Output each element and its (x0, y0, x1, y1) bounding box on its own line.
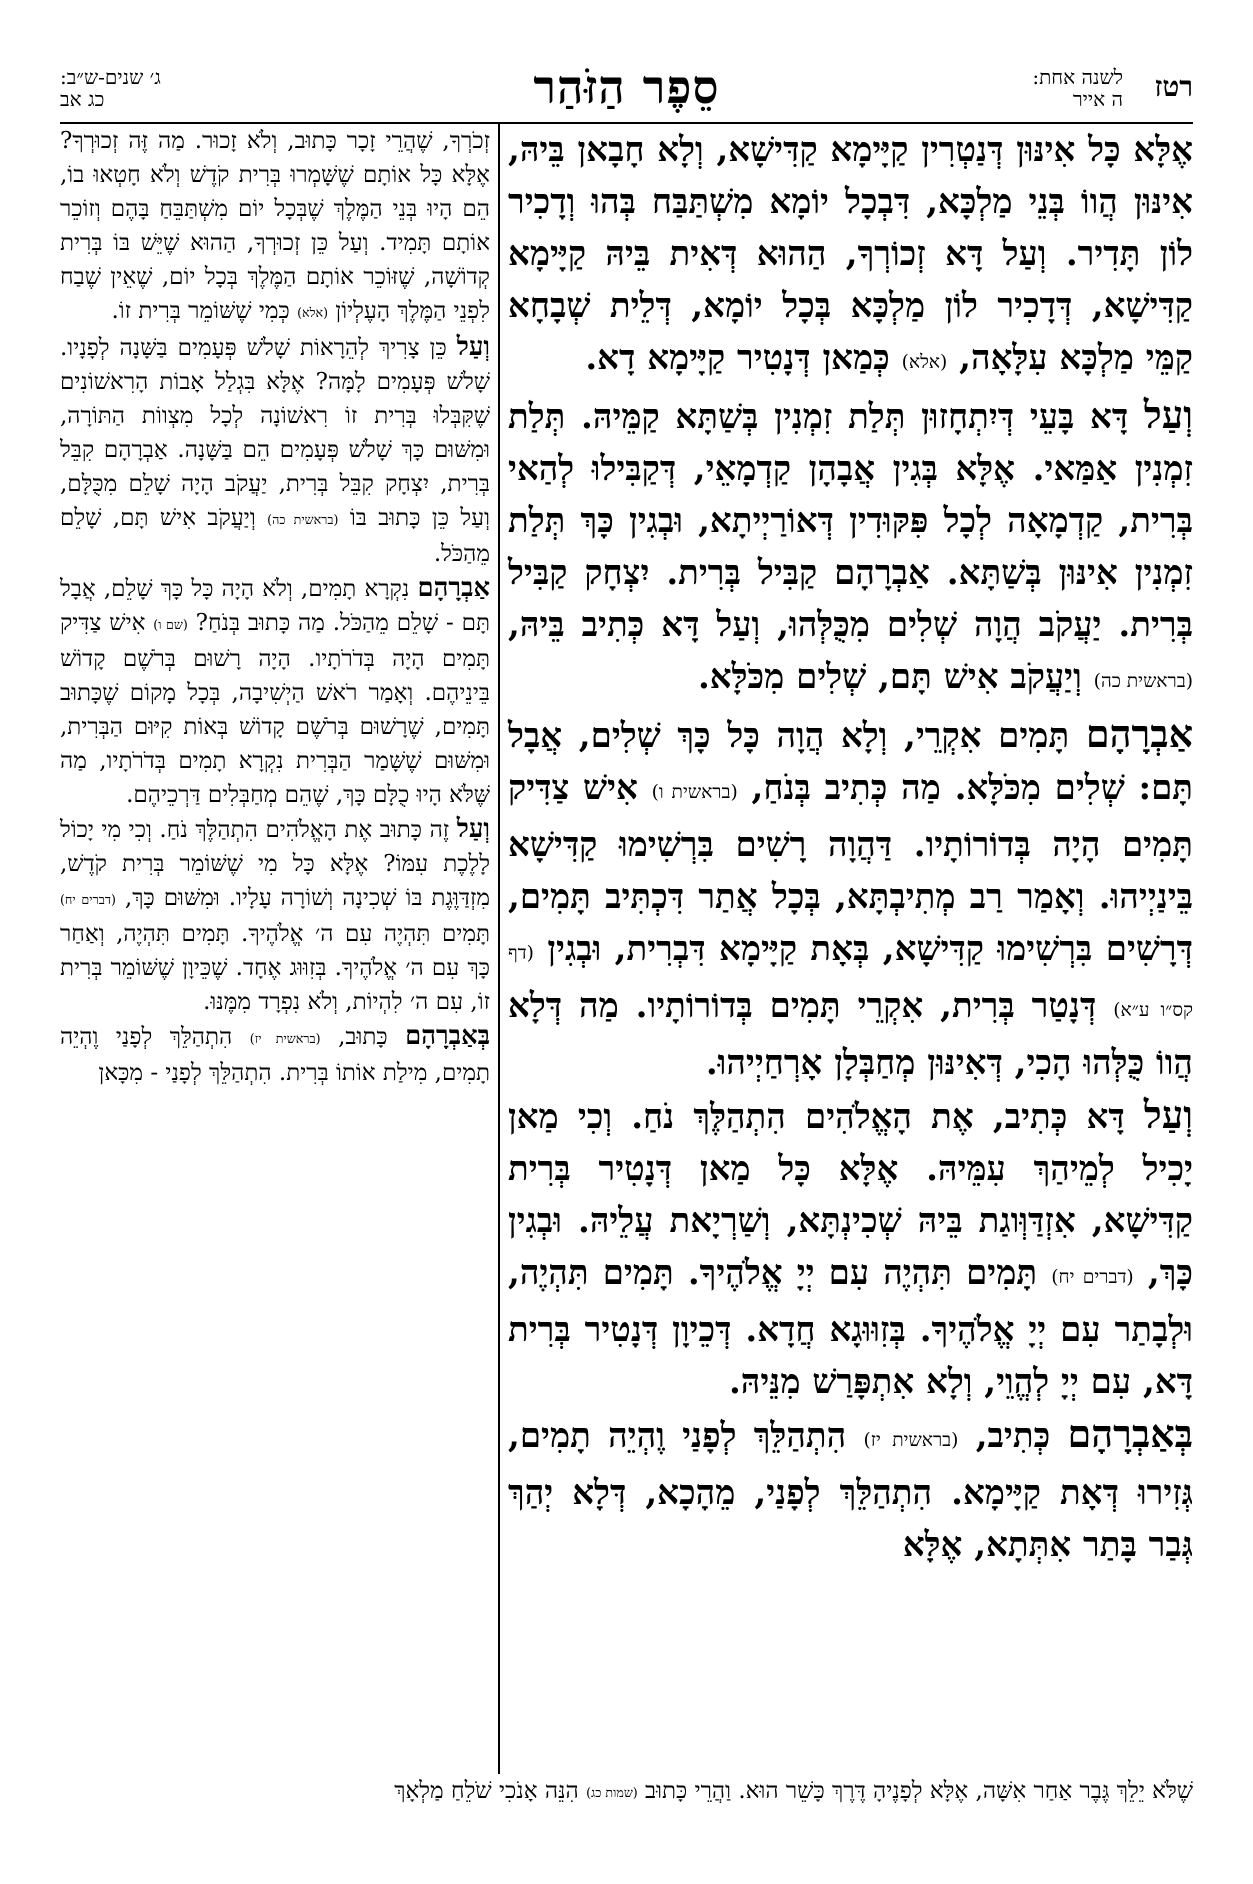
main-p5-end: הִתְהַלֵּךְ לְפָנַי וֶהְיֵה תָמִים, גְּזִירוּ דְּאָת קַיָּימָא. הִתְהַלֵּךְ לְפָנַי, מֵהָכָא, דְּלָא יְהַךְ גְּבַר בָּתַר אִתְּתָא, אֶלָּא (508, 1416, 1193, 1565)
main-p2-ref: (בראשית כה) (1093, 671, 1193, 692)
main-p5-text: כְּתִיב, (975, 1416, 1051, 1456)
side-s1-text: זְכֹרְךָ, שֶׁהֲרֵי זָכָר כָּתוּב, וְלֹא זָכוּר. מַה זֶּה זְכוּרְךָ? אֶלָּא כָּל אוֹתָם שֶׁשָּׁמְרוּ בְּרִית קֹדֶשׁ וְלֹא חָטְאוּ בוֹ, הֵם הָיוּ בְּנֵי הַמֶּלֶךְ שֶׁבְּכָל יוֹם מִשְׁתַּבֵּחַ בָּהֶם וְזוֹכֵר אוֹתָם תָּמִיד. וְעַל כֵּן זְכוּרְךָ, הַהוּא שֶׁיֵּשׁ בּוֹ בְּרִית קְדוֹשָׁה, שֶׁזּוֹכֵר אוֹתָם הַמֶּלֶךְ בְּכָל יוֹם, שֶׁאֵין שֶׁבַח לִפְנֵי הַמֶּלֶךְ הָעֶלְיוֹן (60, 128, 490, 324)
main-paragraph-5 (508, 1408, 1193, 1571)
schedule-right-line1: לשנה אחת: (1032, 65, 1123, 89)
side-paragraph-1 (60, 124, 490, 330)
main-p4-end: תָּמִים תִּהְיֶה עִם יְיָ אֱלֹהֶיךָ. תָּמִים תִּהְיֶה, וּלְבָתַר עִם יְיָ אֱלֹהֶיךָ. בְּזִוּוּגָא חֲדָא. דְּכֵיוָן דְּנָטִיר בְּרִית דָּא, עִם יְיָ לְהֱוֵי, וְלָא אִתְפָּרַשׁ מִנֵּיהּ. (508, 1253, 1193, 1402)
schedule-right-line2: ה אייר (1072, 87, 1123, 111)
bottom-text: שֶׁלֹּא יֵלֵךְ גֶּבֶר אַחַר אִשָּׁה, אֶלָּא לְפָנֶיהָ דֶּרֶךְ כָּשֵׁר הוּא. וַהֲרֵי כָּתוּב (645, 1778, 1193, 1804)
main-p5-lead: בְּאַבְרָהָם (1067, 1411, 1193, 1456)
main-p3-text: תָּמִים אִקְרֵי, וְלָא הֲוָה כָּל כָּךְ שְׁלִים, אֲבָל תָּם: שְׁלִים מִכֹּלָּא. מַה כְּתִיב בְּנֹחַ, (508, 716, 1194, 808)
side-paragraph-5 (60, 1019, 490, 1090)
main-p1-ref: (אלא) (901, 352, 948, 373)
main-p1-end: כְּמַאן דְּנָטִיר קַיָּימָא דָא. (585, 338, 890, 378)
side-paragraph-2 (60, 330, 490, 571)
main-p3-text-b: אִישׁ צַדִּיק תָּמִים הָיָה בְּדוֹרוֹתָיו. דַּהֲוָה רָשִׁים בִּרְשִׁימוּ קַדִּישָׁא בֵּינַיְיהוּ. וְאָמַר רַב מְתִיבְתָּא, בְּכָל אֲתַר דִּכְתִּיב תָּמִים, דְּרָשִׁים בִּרְשִׁימוּ קַדִּישָׁא, בְּאָת קַיָּימָא דִּבְרִית, וּבְגִין (508, 768, 1193, 969)
main-paragraph-2 (508, 389, 1193, 708)
side-paragraph-3 (60, 571, 490, 812)
main-paragraph-3 (508, 708, 1193, 1089)
main-paragraph-1 (508, 124, 1193, 389)
main-p2-text: דָּא בָּעֵי דְּיִתְחָזוּן תְּלַת זִמְנִין בְּשַׁתָּא קַמֵּיהּ. תְּלַת זִמְנִין אַמַּאי. אֶלָּא בְּגִין אֲבָהָן קַדְמָאֵי, דְּקַבִּילוּ לְהַאי בְּרִית, קַדְמָאָה לְכָל פִּקּוּדִין דְּאוֹרַיְיתָא, וּבְגִין כָּךְ תְּלַת זִמְנִין אִינּוּן בְּשַׁתָּא. אַבְרָהָם קַבִּיל בְּרִית. יִצְחָק קַבִּיל בְּרִית. יַעֲקֹב הֲוָה שְׁלִים מִכֻּלְּהוּ, וְעַל דָּא כְּתִיב בֵּיהּ, (508, 397, 1193, 645)
page-number: רטז (1154, 70, 1193, 103)
schedule-left-line2: כג אב (60, 87, 105, 111)
side-s5-text: כָּתוּב, (338, 1024, 388, 1050)
main-p4-ref: (דברים יח) (1051, 1267, 1134, 1288)
side-s2-ref: (בראשית כה) (267, 512, 339, 527)
side-s3-lead: אַבְרָהָם (417, 573, 491, 603)
side-s4-ref: (דברים יח) (60, 892, 116, 907)
main-p3-end: דְּנָטַר בְּרִית, אִקְרֵי תָּמִים בְּדוֹרוֹתָיו. מַה דְּלָא הֲווֹ כֻּלְּהוּ הָכִי, דְּאִינּוּן מְחַבְּלָן אָרְחַיְיהוּ. (508, 986, 1193, 1083)
side-s4-text: זֶה כָּתוּב אֶת הָאֱלֹהִים הִתְהַלֶּךְ נֹחַ. וְכִי מִי יָכוֹל לָלֶכֶת עִמּוֹ? אֶלָּא כָּל מִי שֶׁשּׁוֹמֵר בְּרִית קֹדֶשׁ, מִזְדַּוֶּגֶת בּוֹ שְׁכִינָה וְשׁוֹרָה עָלָיו. וּמִשּׁוּם כָּךְ, (60, 817, 491, 911)
hebrew-translation-column (60, 124, 490, 1774)
main-p2-lead: וְעַל (1143, 392, 1193, 437)
side-s4-lead: וְעַל (456, 814, 490, 844)
main-p2-end: וְיַעֲקֹב אִישׁ תָּם, שְׁלִים מִכֹּלָּא. (697, 657, 1082, 697)
main-p1-text: אֶלָּא כָּל אִינּוּן דְּנַטְרִין קַיָּימָא קַדִּישָׁא, וְלָא חָבָאן בֵּיהּ, אִינּוּן הֲווֹ בְּנֵי מַלְכָּא, דִּבְכָל יוֹמָא מִשְׁתַּבַּח בְּהוּ וְדָכִיר לוֹן תָּדִיר. וְעַל דָּא זְכוֹרְךָ, הַהוּא דְּאִית בֵּיהּ קַיָּימָא קַדִּישָׁא, דְּדָכִיר לוֹן מַלְכָּא בְּכָל יוֹמָא, דְּלֵית שְׁבָחָא קַמֵּי מַלְכָּא עִלָּאָה, (508, 130, 1193, 378)
bottom-end: הִנֵּה אָנֹכִי שֹׁלֵחַ מַלְאָךְ (394, 1778, 579, 1804)
side-s4-end: תָּמִים תִּהְיֶה עִם ה׳ אֱלֹהֶיךָ. תָּמִים תִּהְיֶה, וְאַחַר כָּךְ עִם ה׳ אֱלֹהֶיךָ. בְּזִוּוּג אֶחָד. שֶׁכֵּיוָן שֶׁשּׁוֹמֵר בְּרִית זוֹ, עִם ה׳ לִהְיוֹת, וְלֹא נִפְרָד מִמֶּנּוּ. (60, 921, 490, 1015)
reading-schedule-left (60, 66, 161, 110)
side-s2-lead: וְעַל (456, 332, 490, 362)
side-s2-text: כֵּן צָרִיךְ לְהֵרָאוֹת שָׁלֹשׁ פְּעָמִים בַּשָּׁנָה לְפָנָיו. שָׁלֹשׁ פְּעָמִים לָמָּה? אֶלָּא בִּגְלַל אָבוֹת הָרִאשׁוֹנִים שֶׁקִּבְּלוּ בְּרִית זוֹ רִאשׁוֹנָה לְכָל מִצְווֹת הַתּוֹרָה, וּמִשּׁוּם כָּךְ שָׁלֹשׁ פְּעָמִים הֵם בַּשָּׁנָה. אַבְרָהָם קִבֵּל בְּרִית, יִצְחָק קִבֵּל בְּרִית, יַעֲקֹב הָיָה שָׁלֵם מִכֻּלָּם, וְעַל כֵּן כָּתוּב בּוֹ (60, 335, 490, 531)
main-p3-ref2: (דף קס״ו ע״א) (508, 943, 1193, 1021)
side-s2-end: וְיַעֲקֹב אִישׁ תָּם, שָׁלֵם מֵהַכֹּל. (60, 505, 490, 567)
main-p5-ref: (בראשית יז) (863, 1430, 959, 1451)
main-p3-ref1: (בראשית ו) (651, 782, 738, 803)
side-s5-end: הִתְהַלֵּךְ לְפָנַי וֶהְיֵה תָמִים, מִילַת אוֹתוֹ בְּרִית. הִתְהַלֵּךְ לְפָנַי - מִכָּאן (60, 1024, 490, 1086)
side-paragraph-4 (60, 812, 490, 1019)
side-s5-lead: בְּאַבְרָהָם (405, 1021, 491, 1051)
page-title: סֵפֶר הַזֹּהַר (533, 60, 720, 114)
side-s1-ref: (אלא) (297, 305, 329, 320)
side-s3-text-b: אִישׁ צַדִּיק תָּמִים הָיָה בְּדֹרֹתָיו. הָיָה רָשׁוּם בְּרֹשֶׁם קָדוֹשׁ בֵּינֵיהֶם. וְאָמַר רֹאשׁ הַיְשִׁיבָה, בְּכָל מָקוֹם שֶׁכָּתוּב תָּמִים, שֶׁרָשׁוּם בְּרֹשֶׁם קָדוֹשׁ בְּאוֹת קִיּוּם הַבְּרִית, וּמִשּׁוּם שֶׁשָּׁמַר הַבְּרִית נִקְרָא תָמִים בְּדֹרֹתָיו, מַה שֶּׁלֹּא הָיוּ כֻלָּם כָּךְ, שֶׁהֵם מְחַבְּלִים דַּרְכֵיהֶם. (60, 610, 490, 808)
bottom-ref: (שמות כג) (586, 1785, 638, 1800)
main-p4-text: דָּא כְּתִיב, אֶת הָאֱלֹהִים הִתְהַלֶּךְ נֹחַ. וְכִי מַאן יָכִיל לְמֵיהַךְ עִמֵּיהּ. אֶלָּא כָּל מַאן דְּנָטִיר בְּרִית קַדִּישָׁא, אִזְדַּוְּוגַת בֵּיהּ שְׁכִינְתָּא, וְשַׁרְיָאת עֲלֵיהּ. וּבְגִין כָּךְ, (508, 1097, 1194, 1293)
side-s3-text: נִקְרָא תָמִים, וְלֹא הָיָה כָּל כָּךְ שָׁלֵם, אֲבָל תָּם - שָׁלֵם מֵהַכֹּל. מַה כָּתוּב בְּנֹחַ? (60, 576, 490, 636)
column-divider (498, 124, 500, 1774)
side-s3-ref1: (שם ו) (153, 617, 188, 632)
side-s5-ref: (בראשית יז) (249, 1031, 321, 1046)
aramaic-main-column (508, 124, 1193, 1774)
bottom-continuation-line (60, 1774, 1193, 1810)
page-header (60, 60, 1193, 124)
main-paragraph-4 (508, 1089, 1193, 1408)
main-p3-lead: אַבְרָהָם (1085, 711, 1194, 756)
main-p4-lead: וְעַל (1143, 1092, 1193, 1137)
side-s1-end: כְּמִי שֶׁשּׁוֹמֵר בְּרִית זוֹ. (111, 298, 290, 324)
schedule-left-line1: ג׳ שנים-ש״ב: (60, 65, 161, 89)
